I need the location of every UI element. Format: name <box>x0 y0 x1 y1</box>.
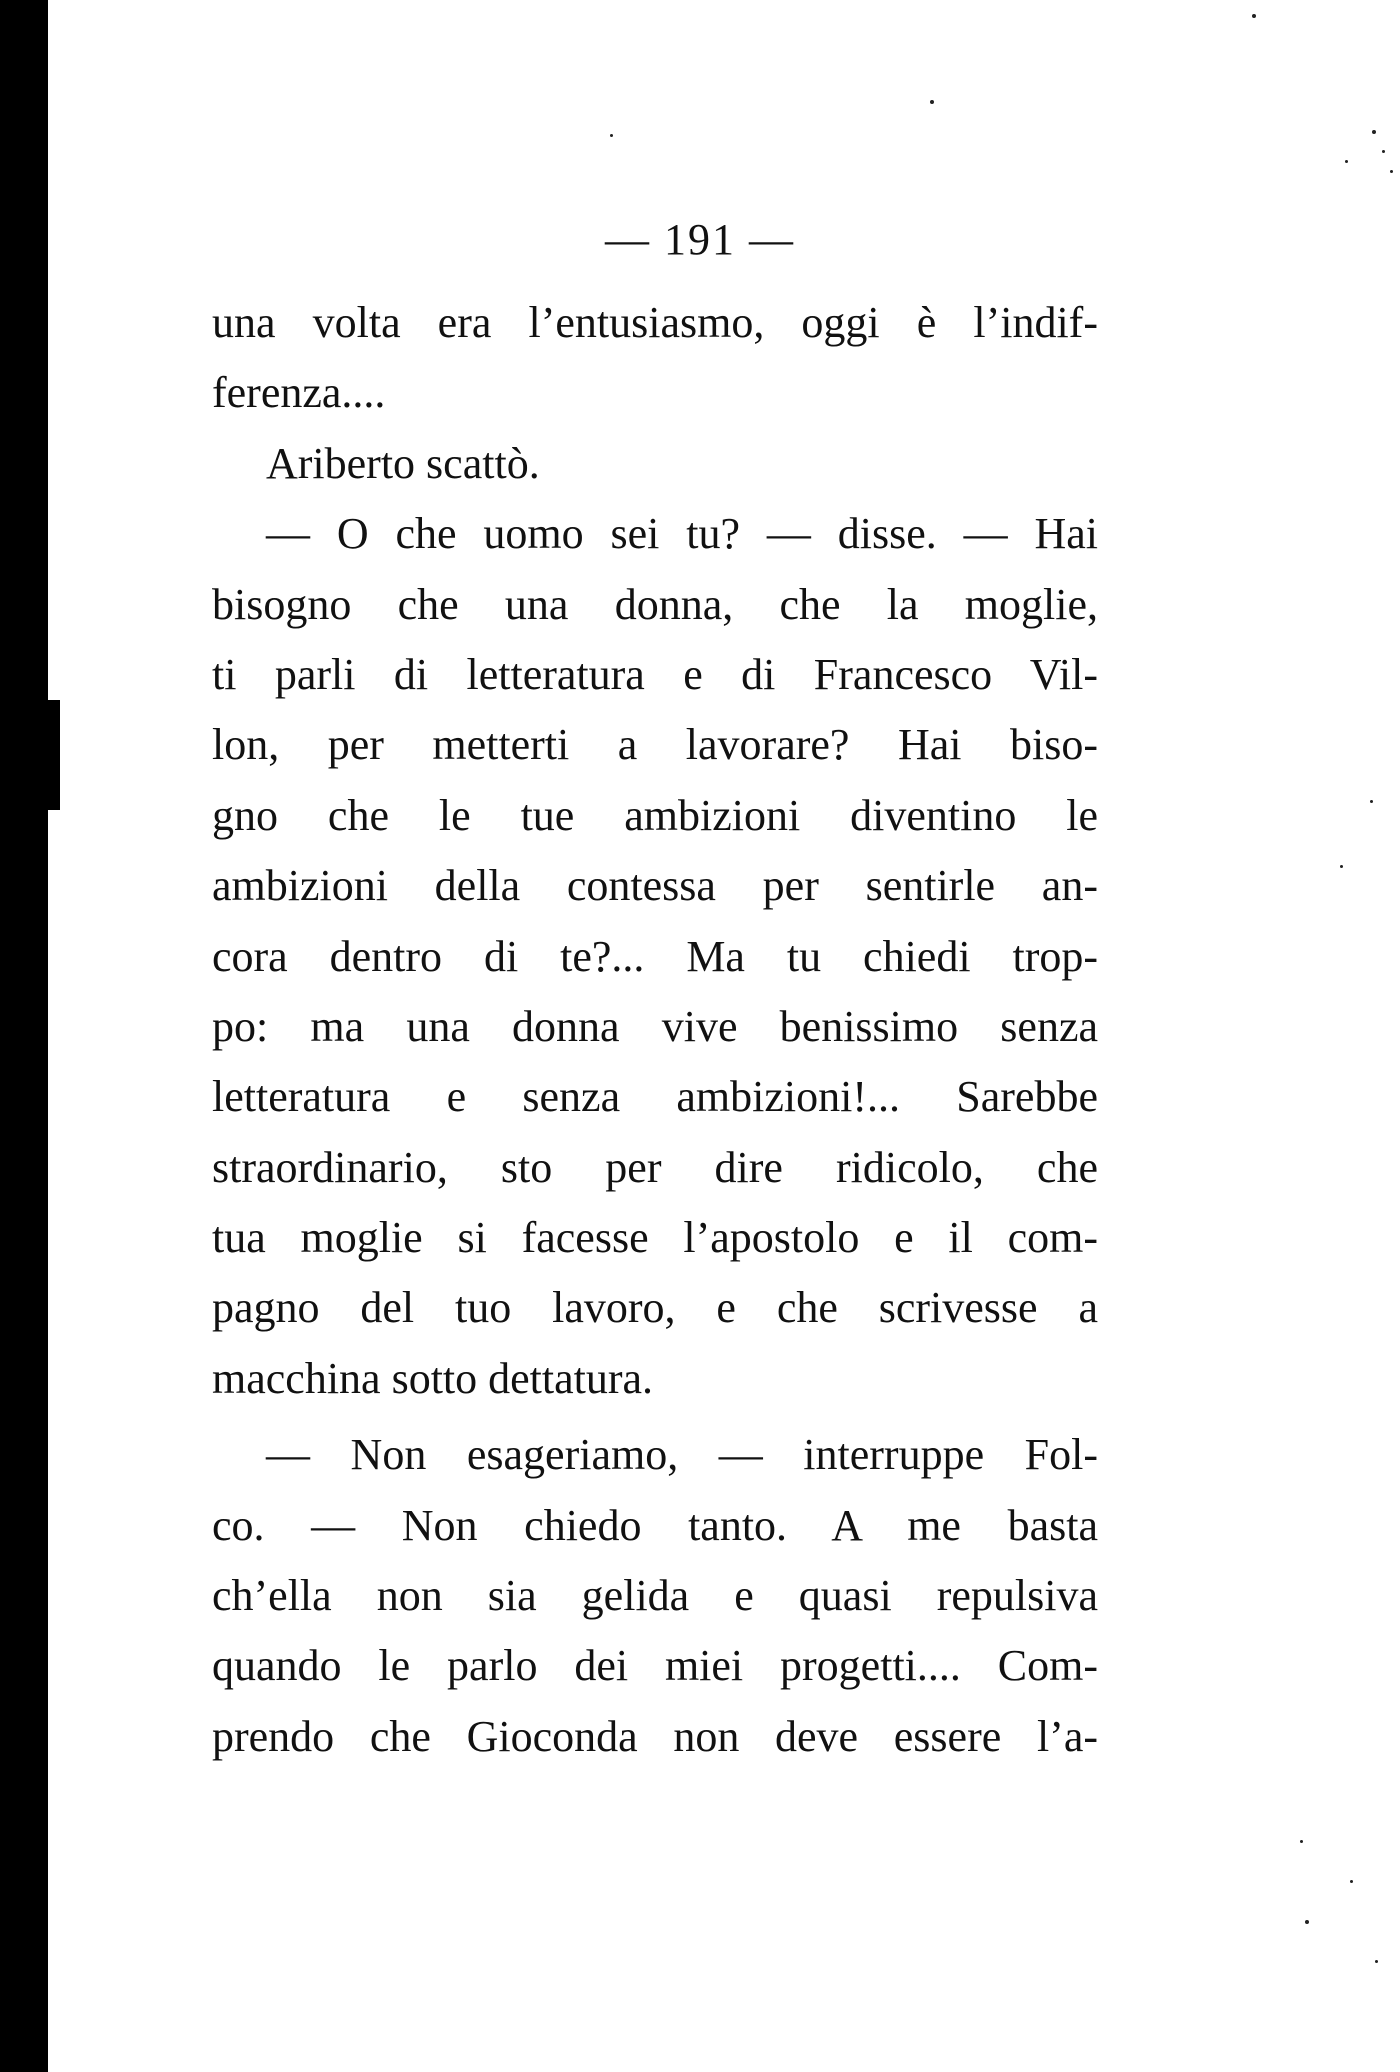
text-line: — O che uomo sei tu? — disse. — Hai <box>266 509 1098 559</box>
scan-speck <box>1390 170 1393 173</box>
scan-speck <box>1372 130 1376 134</box>
text-line: quando le parlo dei miei progetti.... Com- <box>212 1641 1098 1691</box>
text-line: bisogno che una donna, che la moglie, <box>212 579 1098 629</box>
text-line: lon, per metterti a lavorare? Hai biso- <box>212 720 1098 770</box>
text-line: ti parli di letteratura e di Francesco Vil- <box>212 649 1098 699</box>
scan-speck <box>1382 150 1385 153</box>
scan-speck <box>1375 1960 1378 1963</box>
scan-speck <box>930 100 934 104</box>
text-line: una volta era l’entusiasmo, oggi è l’indif- <box>212 298 1098 347</box>
text-line: macchina sotto dettatura. <box>212 1353 654 1403</box>
scan-speck <box>1305 1920 1309 1924</box>
scan-speck <box>610 134 613 137</box>
text-line: po: ma una donna vive benissimo senza <box>212 1001 1098 1051</box>
text-line: letteratura e senza ambizioni!... Sarebbe <box>212 1072 1098 1122</box>
scan-speck <box>1252 14 1256 18</box>
scan-speck <box>1340 865 1343 868</box>
text-line: ch’ella non sia gelida e quasi repulsiva <box>212 1571 1098 1621</box>
text-line: cora dentro di te?... Ma tu chiedi trop- <box>212 931 1098 981</box>
text-line: tua moglie si facesse l’apostolo e il com- <box>212 1213 1098 1263</box>
text-line: — Non esageriamo, — interruppe Fol- <box>266 1430 1098 1480</box>
body-text <box>212 288 1098 1772</box>
scan-speck <box>1345 160 1348 163</box>
text-line: ferenza.... <box>212 368 386 418</box>
page-number: — 191 — <box>605 215 795 264</box>
text-line: pagno del tuo lavoro, e che scrivesse a <box>212 1283 1098 1333</box>
text-line: prendo che Gioconda non deve essere l’a- <box>212 1711 1098 1761</box>
scan-speck <box>1350 1880 1353 1883</box>
text-line: ambizioni della contessa per sentirle an- <box>212 861 1098 911</box>
text-line: gno che le tue ambizioni diventino le <box>212 790 1098 840</box>
text-line: co. — Non chiedo tanto. A me basta <box>212 1500 1098 1550</box>
binding-edge <box>0 0 48 2072</box>
scan-speck <box>1370 800 1373 803</box>
text-line: Ariberto scattò. <box>266 438 540 488</box>
scan-speck <box>1300 1840 1303 1843</box>
text-line: straordinario, sto per dire ridicolo, che <box>212 1142 1098 1192</box>
